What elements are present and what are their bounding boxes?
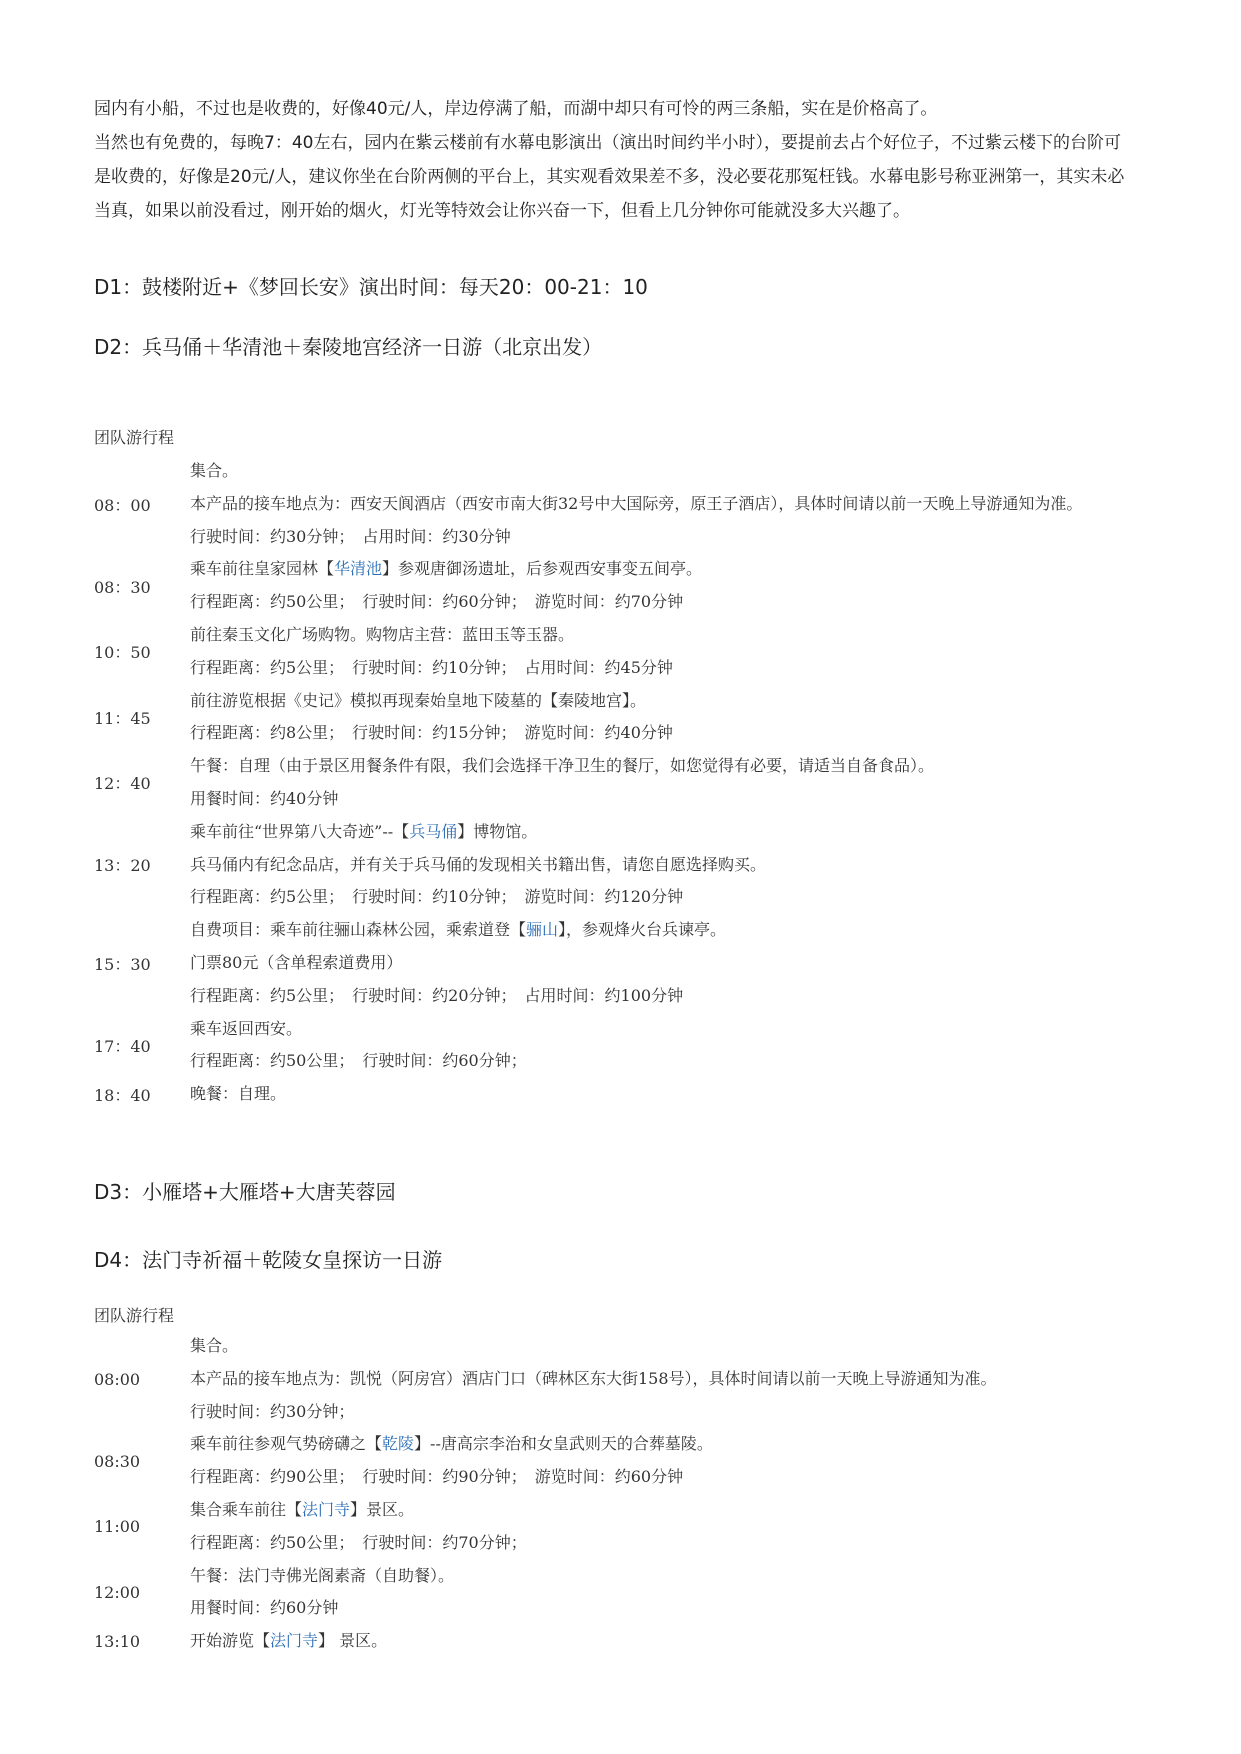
heading-d2: D2：兵马俑＋华清池＋秦陵地宫经济一日游（北京出发） (94, 335, 603, 359)
schedule-row (94, 1494, 1144, 1560)
schedule-line: 门票80元（含单程索道费用） (190, 952, 403, 972)
schedule-line: 行程距离：约5公里； 行驶时间：约20分钟； 占用时间：约100分钟 (190, 985, 684, 1005)
schedule-line: 本产品的接车地点为：凯悦（阿房宫）酒店门口（碑林区东大街158号），具体时间请以前一天晚上导游通知为准。 (190, 1368, 997, 1388)
schedule-line: 行驶时间：约30分钟； 占用时间：约30分钟 (190, 526, 511, 546)
time-cell: 12:00 (94, 1582, 141, 1602)
time-cell: 13:10 (94, 1632, 141, 1652)
schedule-line: 乘车前往“世界第八大奇迹”--【兵马俑】博物馆。 (190, 821, 538, 841)
link-lishan[interactable]: 骊山 (526, 920, 559, 940)
schedule-row (94, 553, 1144, 619)
paragraph-boat: 园内有小船，不过也是收费的，好像40元/人，岸边停满了船，而湖中却只有可怜的两三条船，实在是价格高了。 (94, 99, 938, 119)
time-cell: 17：40 (94, 1036, 151, 1056)
time-cell: 11:00 (94, 1517, 141, 1537)
tour-label-d4: 团队游行程 (94, 1306, 175, 1325)
schedule-line: 行程距离：约50公里； 行驶时间：约60分钟； (190, 1051, 527, 1071)
schedule-line: 行程距离：约5公里； 行驶时间：约10分钟； 游览时间：约120分钟 (190, 887, 684, 907)
schedule-line: 集合。 (190, 461, 239, 480)
schedule-line: 午餐：自理（由于景区用餐条件有限，我们会选择干净卫生的餐厅，如您觉得有必要，请适当自备食品）。 (190, 756, 935, 776)
link-famensi-2[interactable]: 法门寺 (270, 1631, 319, 1651)
time-cell: 08：30 (94, 577, 151, 597)
time-cell: 08：00 (94, 495, 151, 515)
schedule-line: 集合乘车前往【法门寺】景区。 (190, 1499, 415, 1519)
schedule-line: 乘车前往参观气势磅礴之【乾陵】--唐高宗李治和女皇武则天的合葬墓陵。 (190, 1434, 713, 1454)
link-terracotta[interactable]: 兵马俑 (409, 821, 458, 841)
schedule-row (94, 1330, 1144, 1428)
link-famensi[interactable]: 法门寺 (302, 1499, 351, 1519)
schedule-row (94, 619, 1144, 685)
schedule-line: 开始游览【法门寺】 景区。 (190, 1631, 388, 1651)
schedule-line: 晚餐：自理。 (190, 1084, 287, 1104)
heading-d4: D4：法门寺祈福＋乾陵女皇探访一日游 (94, 1248, 443, 1272)
schedule-line: 自费项目：乘车前往骊山森林公园，乘索道登【骊山】，参观烽火台兵谏亭。 (190, 920, 727, 940)
time-cell: 15：30 (94, 954, 151, 974)
schedule-row (94, 1013, 1144, 1079)
schedule-line: 行程距离：约8公里； 行驶时间：约15分钟； 游览时间：约40分钟 (190, 723, 673, 743)
schedule-line: 用餐时间：约60分钟 (190, 1598, 339, 1618)
schedule-row (94, 1078, 1144, 1111)
time-cell: 18：40 (94, 1086, 151, 1106)
schedule-line: 乘车返回西安。 (190, 1018, 303, 1038)
link-huaqingchi[interactable]: 华清池 (334, 559, 383, 579)
schedule-row (94, 1625, 1144, 1658)
schedule-d2 (94, 455, 1144, 1111)
schedule-line: 前往秦玉文化广场购物。购物店主营：蓝田玉等玉器。 (190, 624, 575, 644)
schedule-line: 行驶时间：约30分钟； (190, 1401, 355, 1421)
schedule-line: 本产品的接车地点为：西安天阆酒店（西安市南大街32号中大国际旁，原王子酒店），具体时间请以前一天晚上导游通知为准。 (190, 493, 1083, 513)
schedule-row (94, 816, 1144, 914)
time-cell: 08:30 (94, 1451, 141, 1471)
schedule-line: 兵马俑内有纪念品店，并有关于兵马俑的发现相关书籍出售，请您自愿选择购买。 (190, 854, 767, 874)
schedule-row (94, 685, 1144, 751)
schedule-line: 行程距离：约50公里； 行驶时间：约60分钟； 游览时间：约70分钟 (190, 592, 684, 612)
time-cell: 08:00 (94, 1369, 141, 1389)
schedule-row (94, 914, 1144, 1012)
time-cell: 13：20 (94, 856, 151, 876)
schedule-row (94, 455, 1144, 553)
schedule-line: 行程距离：约50公里； 行驶时间：约70分钟； (190, 1532, 527, 1552)
intro-text (94, 92, 1134, 228)
schedule-row (94, 1428, 1144, 1494)
heading-d3: D3：小雁塔+大雁塔+大唐芙蓉园 (94, 1180, 396, 1204)
time-cell: 11：45 (94, 708, 151, 728)
tour-label-d2: 团队游行程 (94, 428, 175, 447)
schedule-line: 前往游览根据《史记》模拟再现秦始皇地下陵墓的【秦陵地宫】。 (190, 690, 647, 710)
heading-d1: D1：鼓楼附近+《梦回长安》演出时间：每天20：00-21：10 (94, 275, 648, 299)
time-cell: 12：40 (94, 774, 151, 794)
schedule-row (94, 750, 1144, 816)
schedule-row (94, 1560, 1144, 1626)
time-cell: 10：50 (94, 643, 151, 663)
schedule-line: 集合。 (190, 1336, 239, 1355)
schedule-line: 午餐：法门寺佛光阁素斋（自助餐）。 (190, 1565, 455, 1585)
paragraph-water-movie: 当然也有免费的，每晚7：40左右，园内在紫云楼前有水幕电影演出（演出时间约半小时），要提前去占个好位子，不过紫云楼下的台阶可是收费的，好像是20元/人，建议你坐在台阶两侧的平台上，其实观看效果差不多，没必要花那冤枉钱。水幕电影号称亚洲第一，其实未必当真，如果以前没看过，刚开始的烟火，灯光等特效会让你兴奋一下，但看上几分钟你可能就没多大兴趣了。 (94, 133, 1125, 221)
schedule-line: 行程距离：约90公里； 行驶时间：约90分钟； 游览时间：约60分钟 (190, 1467, 684, 1487)
link-qianling[interactable]: 乾陵 (382, 1434, 415, 1454)
schedule-line: 乘车前往皇家园林【华清池】参观唐御汤遗址，后参观西安事变五间亭。 (190, 559, 703, 579)
schedule-d4 (94, 1330, 1144, 1658)
schedule-line: 行程距离：约5公里； 行驶时间：约10分钟； 占用时间：约45分钟 (190, 657, 673, 677)
schedule-line: 用餐时间：约40分钟 (190, 788, 339, 808)
